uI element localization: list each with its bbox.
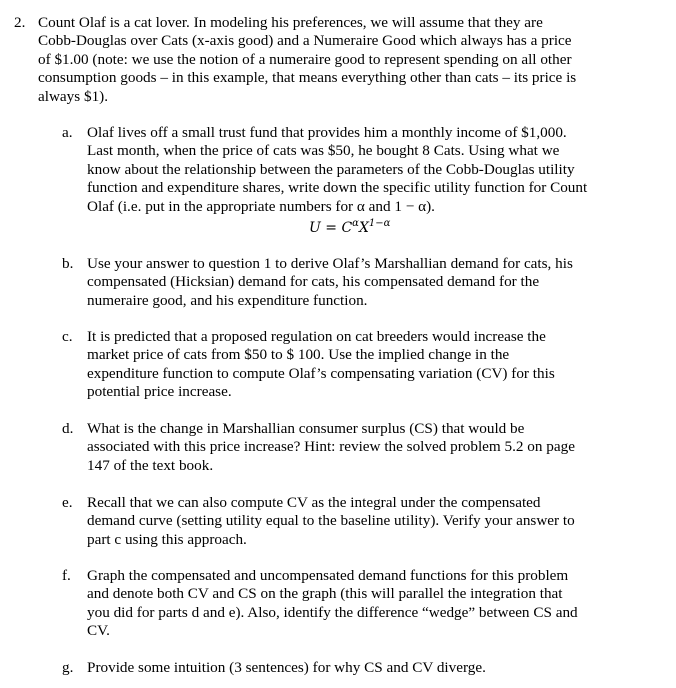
part-line: Olaf lives off a small trust fund that provides him a monthly income of $1,000. (87, 124, 567, 141)
formula-exp-alpha: α (352, 218, 359, 229)
part-line: What is the change in Marshallian consumer surplus (CS) that would be (87, 420, 525, 437)
part-letter: f. (62, 567, 71, 584)
part-line: Last month, when the price of cats was $50, he bought 8 Cats. Using what we (87, 142, 560, 160)
part-line: Recall that we can also compute CV as the integral under the compensated (87, 494, 541, 511)
part-line: 147 of the text book. (87, 456, 214, 474)
part-letter: e. (62, 494, 73, 511)
part-line: know about the relationship between the parameters of the Cobb-Douglas utility (87, 160, 575, 178)
part-d-text (87, 420, 622, 475)
part-line: Use your answer to question 1 to derive Olaf’s Marshallian demand for cats, his (87, 255, 573, 272)
formula-base-x: X (358, 220, 369, 236)
part-letter: a. (62, 124, 73, 141)
question-intro (38, 14, 628, 106)
part-line: and denote both CV and CS on the graph (this will parallel the integration that (87, 585, 563, 603)
part-g-text (87, 659, 622, 677)
part-c-text (87, 328, 622, 402)
part-line: CV. (87, 622, 110, 640)
formula-base-c: C (341, 220, 353, 236)
question-intro-line: always $1). (38, 87, 109, 105)
part-a-text (87, 124, 622, 216)
part-line: Olaf (i.e. put in the appropriate numbers for α and 1 − α). (87, 197, 435, 215)
part-line: potential price increase. (87, 383, 232, 401)
part-letter: g. (62, 659, 74, 676)
question-intro-line: Cobb-Douglas over Cats (x-axis good) and a Numeraire Good which always has a price (38, 32, 572, 50)
part-line: It is predicted that a proposed regulation on cat breeders would increase the (87, 328, 546, 345)
part-line: compensated (Hicksian) demand for cats, his compensated demand for the (87, 273, 540, 291)
question-intro-line: of $1.00 (note: we use the notion of a numeraire good to represent spending on all other (38, 50, 572, 68)
part-line: Graph the compensated and uncompensated demand functions for this problem (87, 567, 569, 584)
part-line: expenditure function to compute Olaf’s compensating variation (CV) for this (87, 364, 555, 382)
part-letter: b. (62, 255, 74, 272)
formula-equals: = (320, 220, 342, 236)
formula-lhs: U (309, 220, 321, 236)
formula-exp-one-minus-alpha: 1−α (368, 218, 391, 229)
part-line: demand curve (setting utility equal to the baseline utility). Verify your answer to (87, 512, 575, 530)
part-f-text (87, 567, 622, 641)
part-line: part c using this approach. (87, 530, 247, 548)
part-line: numeraire good, and his expenditure function. (87, 291, 368, 309)
part-line: market price of cats from $50 to $ 100. Use the implied change in the (87, 346, 510, 364)
part-line: function and expenditure shares, write down the specific utility function for Count (87, 179, 588, 197)
question-number: 2. (14, 14, 26, 31)
part-e-text (87, 494, 622, 549)
part-line: Provide some intuition (3 sentences) for why CS and CV diverge. (87, 659, 486, 676)
utility-formula (309, 216, 390, 236)
part-b-text (87, 255, 622, 310)
question-intro-line: consumption goods – in this example, that means everything other than cats – its price is (38, 69, 577, 87)
part-letter: d. (62, 420, 74, 437)
part-line: you did for parts d and e). Also, identify the difference “wedge” between CS and (87, 603, 578, 621)
part-line: associated with this price increase? Hint: review the solved problem 5.2 on page (87, 438, 575, 456)
part-letter: c. (62, 328, 73, 345)
question-intro-line: Count Olaf is a cat lover. In modeling his preferences, we will assume that they are (38, 14, 543, 31)
